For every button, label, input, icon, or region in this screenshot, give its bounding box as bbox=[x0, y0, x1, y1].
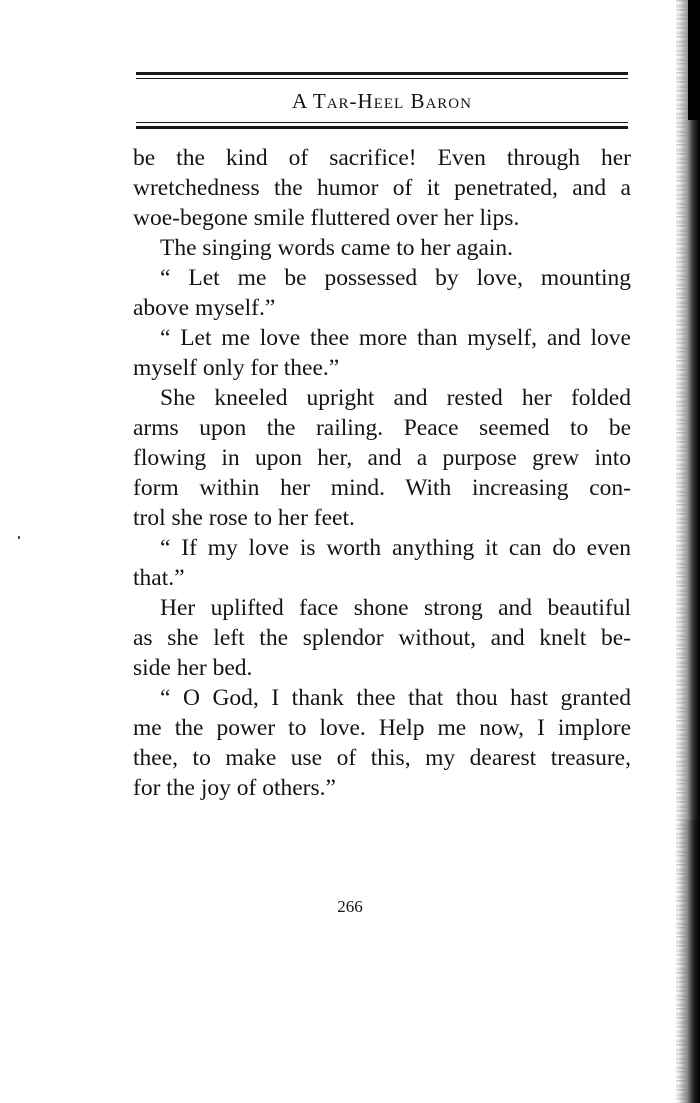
text-line: woe-begone smile fluttered over her lips. bbox=[133, 205, 520, 231]
text-line: wretchedness the humor of it penetrated, and a bbox=[133, 175, 631, 201]
text-line: that.” bbox=[133, 565, 185, 591]
text-line: be the kind of sacrifice! Even through her bbox=[133, 145, 631, 171]
text-line: thee, to make use of this, my dearest treasure, bbox=[133, 745, 631, 771]
text-line: me the power to love. Help me now, I implore bbox=[133, 715, 631, 741]
rule-thick bbox=[136, 126, 628, 129]
page-edge-dark bbox=[688, 0, 700, 120]
text-line: “ Let me love thee more than myself, and love bbox=[160, 325, 631, 351]
text-line: side her bed. bbox=[133, 655, 253, 681]
scan-speck bbox=[18, 536, 20, 539]
text-line: “ O God, I thank thee that thou hast granted bbox=[160, 685, 631, 711]
text-line: as she left the splendor without, and knelt be- bbox=[133, 625, 631, 651]
text-line: flowing in upon her, and a purpose grew into bbox=[133, 445, 631, 471]
rule-thin bbox=[136, 78, 628, 79]
text-line: trol she rose to her feet. bbox=[133, 505, 355, 531]
text-line: above myself.” bbox=[133, 295, 276, 321]
text-line: arms upon the railing. Peace seemed to be bbox=[133, 415, 631, 441]
body-text bbox=[133, 143, 631, 803]
text-line: The singing words came to her again. bbox=[160, 235, 514, 261]
text-line: for the joy of others.” bbox=[133, 775, 336, 801]
text-line: “ If my love is worth anything it can do even bbox=[160, 535, 631, 561]
text-line: myself only for thee.” bbox=[133, 355, 340, 381]
text-line: form within her mind. With increasing con- bbox=[133, 475, 631, 501]
header-rule-top bbox=[136, 72, 628, 79]
text-line: “ Let me be possessed by love, mounting bbox=[160, 265, 631, 291]
rule-thick bbox=[136, 72, 628, 75]
text-line: She kneeled upright and rested her folded bbox=[160, 385, 631, 411]
running-head: A Tar-Heel Baron bbox=[292, 89, 472, 113]
page-number: 266 bbox=[337, 897, 363, 916]
rule-thin bbox=[136, 122, 628, 123]
header-rule-bottom bbox=[136, 122, 628, 129]
page-edge-texture bbox=[676, 0, 686, 1103]
text-line: Her uplifted face shone strong and beautiful bbox=[160, 595, 631, 621]
